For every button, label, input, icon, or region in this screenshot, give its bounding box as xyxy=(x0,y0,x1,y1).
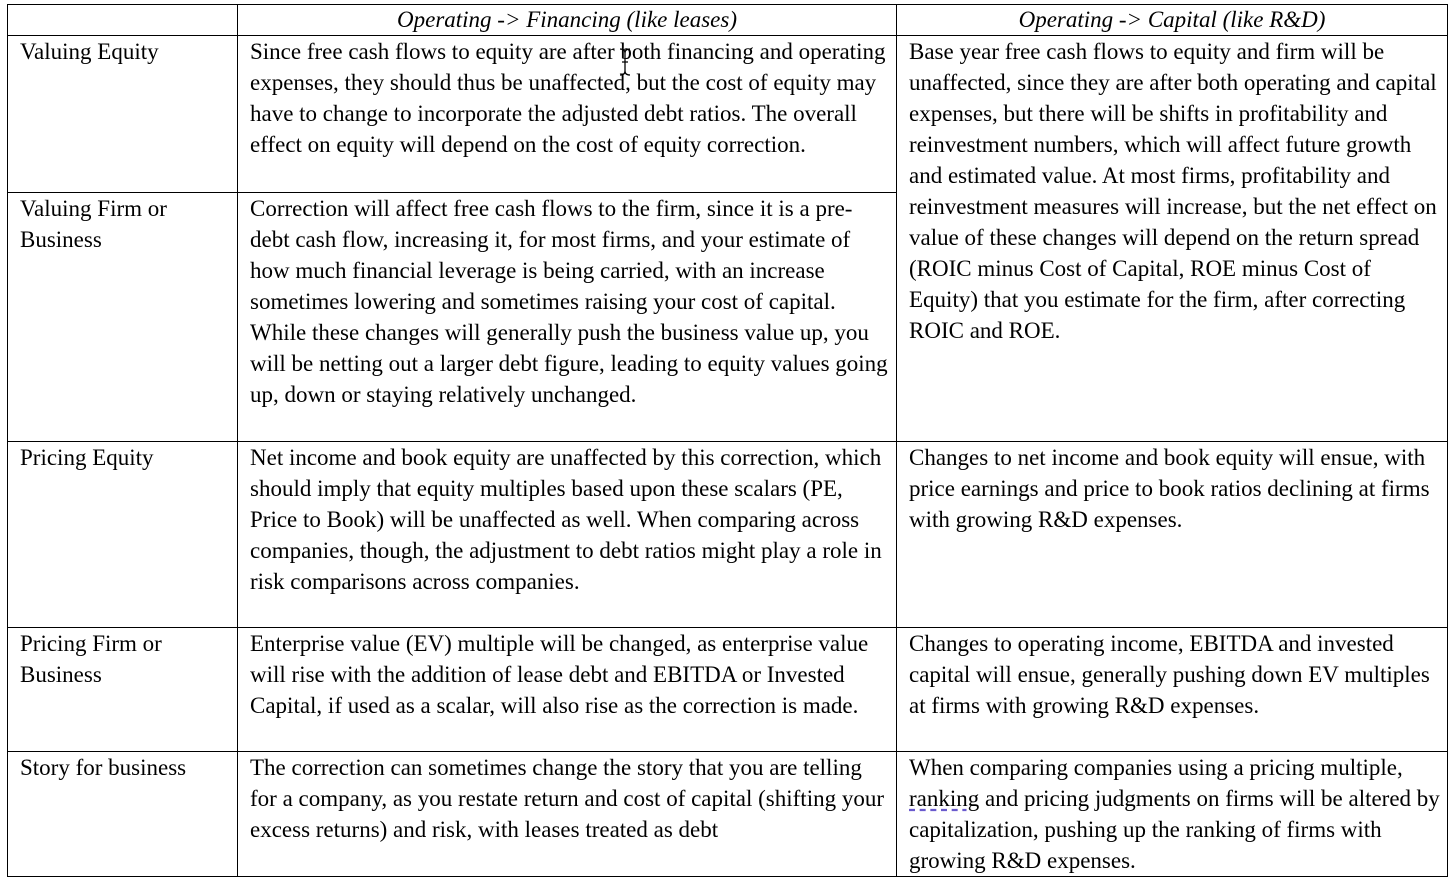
row-label-valuing-equity[interactable]: Valuing Equity xyxy=(8,36,238,193)
table-row xyxy=(8,442,1448,628)
table-row xyxy=(8,36,1448,193)
story-capital-text-start: When comparing companies using a pricing multiple, xyxy=(909,755,1403,780)
row-label-story[interactable]: Story for business xyxy=(8,752,238,877)
table-row xyxy=(8,628,1448,752)
row-label-pricing-firm[interactable]: Pricing Firm or Business xyxy=(8,628,238,752)
row-label-valuing-firm[interactable]: Valuing Firm or Business xyxy=(8,193,238,442)
cell-valuing-firm-financing[interactable]: Correction will affect free cash flows to the firm, since it is a pre-debt cash flow, increasing it, for most firms, and your estimate of how much financial leverage is being carried, with an increase sometimes lowering and sometimes raising your cost of capital. While these changes will generally push the business value up, you will be netting out a larger debt figure, leading to equity values going up, down or staying relatively unchanged. xyxy=(238,193,897,442)
story-capital-text-end: and pricing judgments on firms will be altered by capitalization, pushing up the ranking of firms with growing R&D expenses. xyxy=(909,786,1440,873)
comparison-table xyxy=(7,4,1448,877)
cell-story-capital[interactable] xyxy=(897,752,1448,877)
header-financing[interactable]: Operating -> Financing (like leases) xyxy=(238,5,897,36)
header-blank-cell[interactable] xyxy=(8,5,238,36)
table-row xyxy=(8,752,1448,877)
cell-valuing-equity-financing[interactable]: Since free cash flows to equity are after both financing and operating expenses, they should thus be unaffected, but the cost of equity may have to change to incorporate the adjusted debt ratios. The overall effect on equity will depend on the cost of equity correction. xyxy=(238,36,897,193)
cell-valuing-capital-merged[interactable]: Base year free cash flows to equity and firm will be unaffected, since they are after both operating and capital expenses, but there will be shifts in profitability and reinvestment numbers, which will affect future growth and estimated value. At most firms, profitability and reinvestment measures will increase, but the net effect on value of these changes will depend on the return spread (ROIC minus Cost of Capital, ROE minus Cost of Equity) that you estimate for the firm, after correcting ROIC and ROE. xyxy=(897,36,1448,442)
cell-story-financing[interactable]: The correction can sometimes change the story that you are telling for a company, as you restate return and cost of capital (shifting your excess returns) and risk, with leases treated as debt xyxy=(238,752,897,877)
text-cursor-icon xyxy=(619,48,631,76)
spelling-flagged-word[interactable]: ranking xyxy=(909,786,980,811)
cell-pricing-equity-capital[interactable]: Changes to net income and book equity will ensue, with price earnings and price to book ratios declining at firms with growing R&D expenses. xyxy=(897,442,1448,628)
cell-pricing-firm-capital[interactable]: Changes to operating income, EBITDA and invested capital will ensue, generally pushing down EV multiples at firms with growing R&D expenses. xyxy=(897,628,1448,752)
header-capital[interactable]: Operating -> Capital (like R&D) xyxy=(897,5,1448,36)
cell-pricing-firm-financing[interactable]: Enterprise value (EV) multiple will be changed, as enterprise value will rise with the addition of lease debt and EBITDA or Invested Capital, if used as a scalar, will also rise as the correction is made. xyxy=(238,628,897,752)
header-row xyxy=(8,5,1448,36)
cell-pricing-equity-financing[interactable]: Net income and book equity are unaffected by this correction, which should imply that equity multiples based upon these scalars (PE, Price to Book) will be unaffected as well. When comparing across companies, though, the adjustment to debt ratios might play a role in risk comparisons across companies. xyxy=(238,442,897,628)
row-label-pricing-equity[interactable]: Pricing Equity xyxy=(8,442,238,628)
